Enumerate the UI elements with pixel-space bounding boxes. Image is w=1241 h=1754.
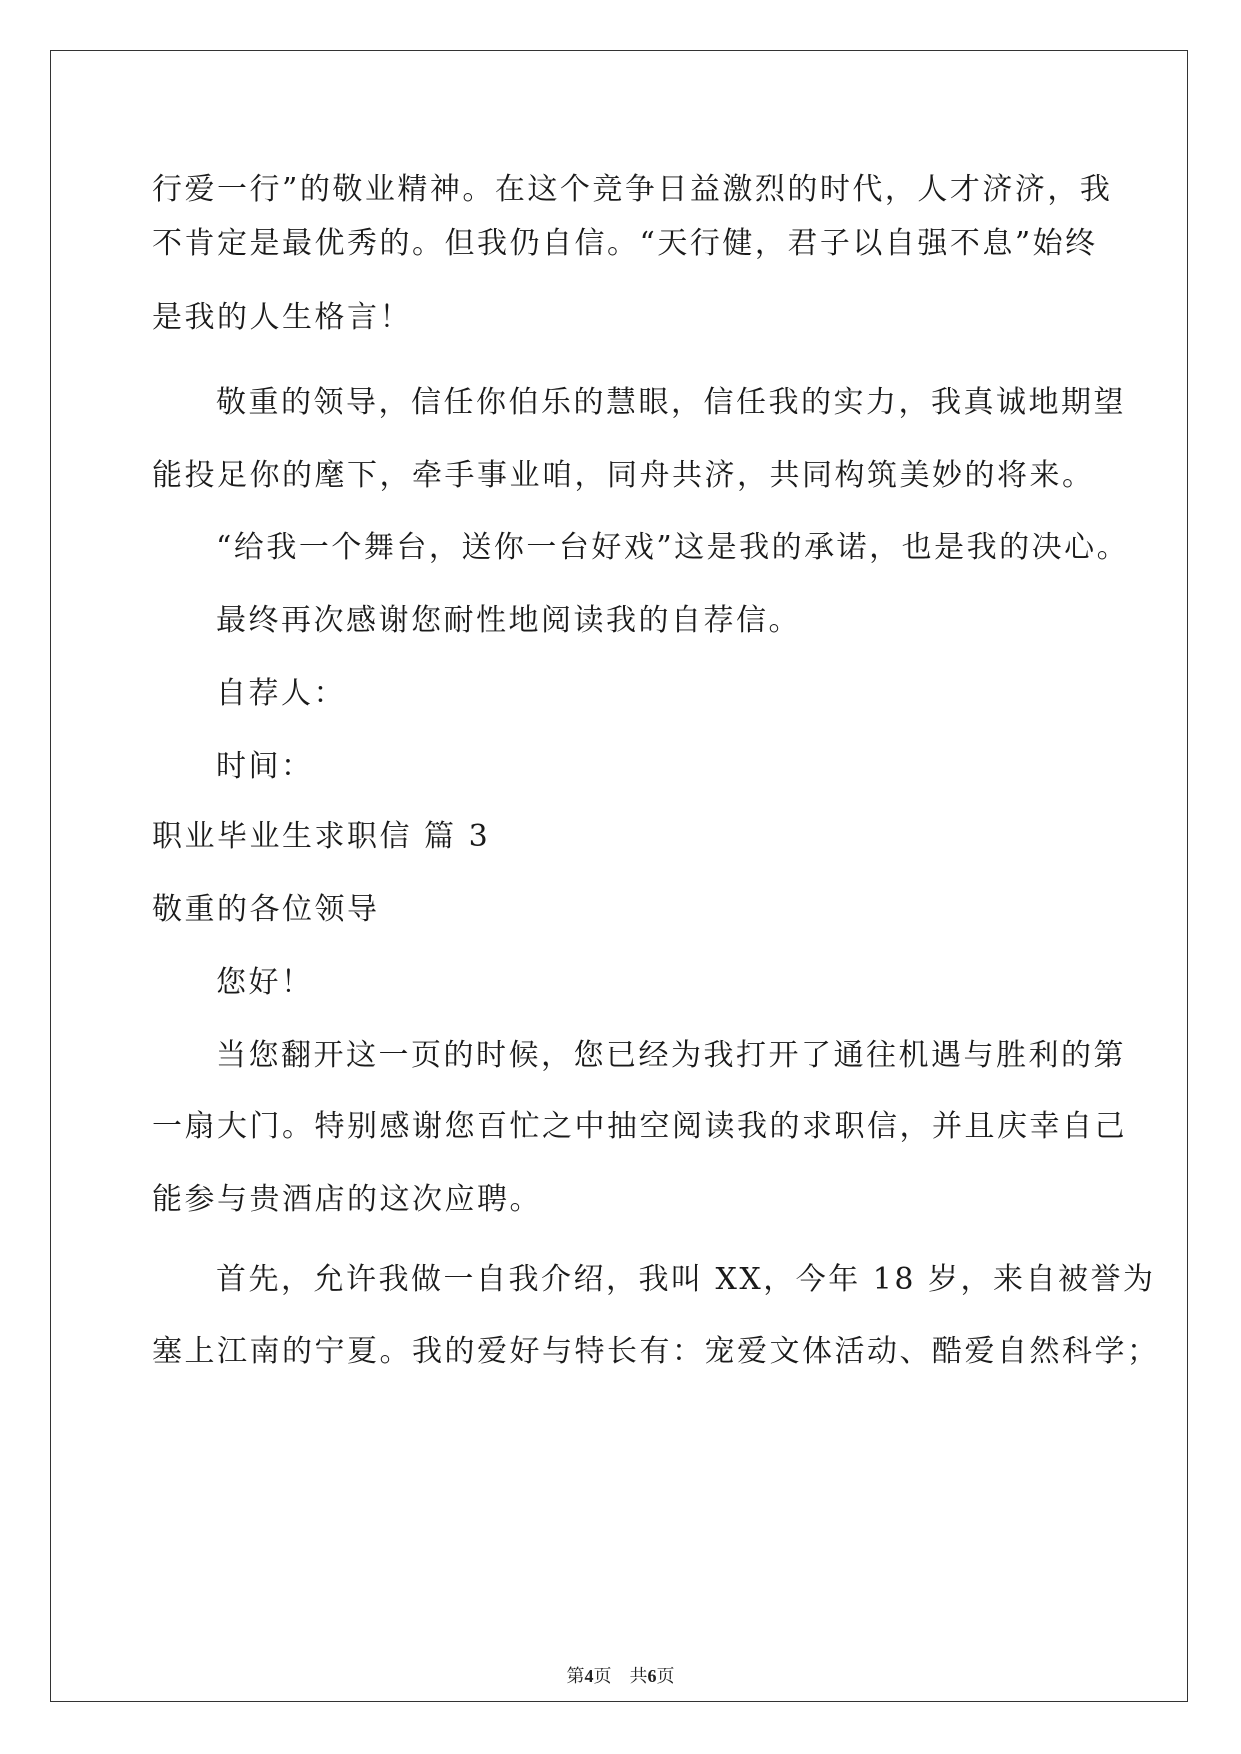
page-footer [0, 1664, 1241, 1688]
body-line: 最终再次感谢您耐性地阅读我的自荐信。 [216, 603, 801, 638]
body-line: 行爱一行”的敬业精神。在这个竞争日益激烈的时代，人才济济，我 [152, 172, 1113, 207]
page-prefix: 第 [566, 1666, 585, 1686]
body-line: 能投足你的麾下，牵手事业咱，同舟共济，共同构筑美妙的将来。 [152, 458, 1095, 493]
body-line: 能参与贵酒店的这次应聘。 [152, 1182, 542, 1217]
total-pages-number: 6 [647, 1666, 657, 1686]
body-line: 首先，允许我做一自我介绍，我叫 XX，今年 18 岁，来自被誉为 [216, 1262, 1156, 1297]
total-prefix: 共 [629, 1666, 648, 1686]
date-label: 时间： [216, 749, 314, 784]
page-suffix: 页 [593, 1666, 612, 1686]
body-line: “给我一个舞台，送你一台好戏”这是我的承诺，也是我的决心。 [216, 530, 1130, 565]
total-suffix: 页 [656, 1666, 675, 1686]
greeting: 您好！ [216, 965, 314, 1000]
current-page-number: 4 [584, 1666, 594, 1686]
section-title: 职业毕业生求职信 篇 3 [152, 819, 491, 854]
body-line: 敬重的领导，信任你伯乐的慧眼，信任我的实力，我真诚地期望 [216, 385, 1126, 420]
body-line: 是我的人生格言！ [152, 300, 412, 335]
body-line: 当您翻开这一页的时候，您已经为我打开了通往机遇与胜利的第 [216, 1038, 1126, 1073]
signature-label: 自荐人： [216, 676, 346, 711]
salutation: 敬重的各位领导 [152, 892, 380, 927]
body-line: 不肯定是最优秀的。但我仍自信。“天行健，君子以自强不息”始终 [152, 226, 1098, 261]
body-line: 一扇大门。特别感谢您百忙之中抽空阅读我的求职信，并且庆幸自己 [152, 1109, 1127, 1144]
body-line: 塞上江南的宁夏。我的爱好与特长有：宠爱文体活动、酷爱自然科学； [152, 1334, 1160, 1369]
